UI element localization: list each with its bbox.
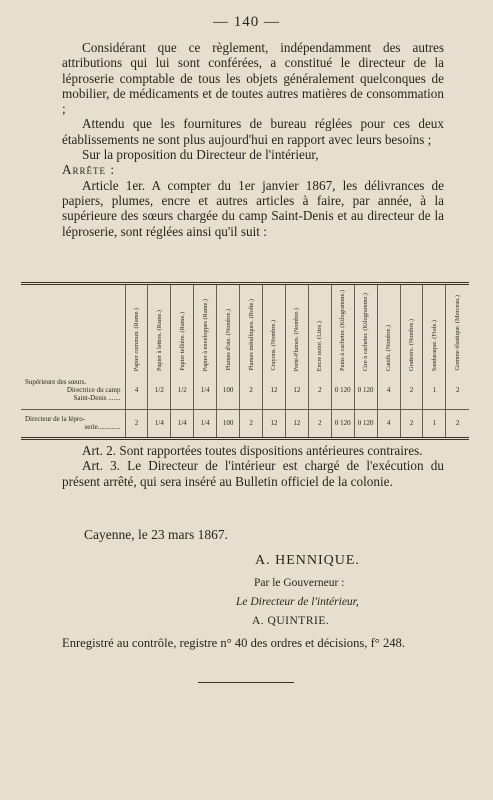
table-cell: 0 120 [354,371,377,409]
table-cell: 100 [217,409,240,437]
table-cell: 4 [377,409,400,437]
column-header: Gomme élastique. (Morceau.) [446,285,469,371]
table-cell: 1/4 [194,371,217,409]
column-header: Papier à enveloppes (Rame.) [194,285,217,371]
par-le-gouverneur: Par le Gouverneur : [254,577,345,589]
table-cell: 2 [125,409,148,437]
row-label: Supérieure des sœurs. Directrice du camp Saint-Denis ....... [21,371,125,409]
article-3: Art. 3. Le Directeur de l'intérieur est chargé de l'exécution du présent arrêté, qui sera inséré au Bulletin officiel de la colonie. [62,458,444,489]
table-row [21,409,469,437]
attendu-paragraph: Attendu que les fournitures de bureau réglées pour ces deux établissements ne sont plus aujourd'hui en rapport avec leurs besoins ; [62,116,444,147]
table-cell: 2 [240,371,263,409]
article-1: Article 1er. A compter du 1er janvier 1867, les délivrances de papiers, plumes, encre et autres articles à faire, par année, à la supérieure des sœurs chargée du camp Saint-Denis et au directeur de la léproserie, sont réglées ainsi qu'il suit : [62,177,444,239]
table-cell: 12 [285,371,308,409]
column-header: Cire à cacheter. (Kilogramme.) [354,285,377,371]
column-header: Plumes métalliques. (Boîte.) [240,285,263,371]
registration-note: Enregistré au contrôle, registre n° 40 des ordres et décisions, f° 248. [62,636,406,650]
table-cell: 100 [217,371,240,409]
column-header: Papier à lettres. (Rame.) [148,285,171,371]
table-cell: 1/4 [194,409,217,437]
table-cell: 2 [446,409,469,437]
table-cell: 0 120 [331,409,354,437]
column-header: Papier commun. (Rame.) [125,285,148,371]
table-cell: 0 120 [331,371,354,409]
table-cell: 2 [308,371,331,409]
table-cell: 1/2 [171,371,194,409]
table-cell: 12 [263,409,286,437]
column-header: Canifs. (Nombre.) [377,285,400,371]
column-header: Plumes d'oie. (Nombre.) [217,285,240,371]
closing-articles [62,443,444,489]
table-cell: 4 [125,371,148,409]
table-header-row [21,285,469,371]
table-cell: 12 [285,409,308,437]
considerant-paragraph: Considérant que ce règlement, indépendamment des autres attributions qui lui sont conférées, a constitué le directeur de la léproserie comptable de tous les objets généralement quelconques de mobilier, de médicaments et de toutes autres matières de consommation ; [62,40,444,117]
preamble [62,40,444,239]
column-header: Sandaraque. (Fiole.) [423,285,446,371]
page-number: — 140 — [213,14,280,30]
governor-signature: A. HENNIQUE. [255,553,360,568]
table-cell: 2 [400,371,423,409]
table-cell: 1 [423,371,446,409]
column-header: Crayons. (Nombre.) [263,285,286,371]
column-header: Encre noire. (Litre.) [308,285,331,371]
countersignature: A. QUINTRIE. [252,615,330,627]
table-cell: 2 [400,409,423,437]
table-cell: 2 [240,409,263,437]
table-cell: 2 [446,371,469,409]
table-cell: 1/4 [148,409,171,437]
table-row [21,371,469,409]
arrete-heading: Arrête : [62,162,115,178]
closing-rule [198,682,294,683]
table-cell: 1 [423,409,446,437]
proposition-paragraph: Sur la proposition du Directeur de l'intérieur, [82,147,319,163]
table-corner [21,285,125,371]
directeur-title: Le Directeur de l'intérieur, [236,596,359,608]
date-line: Cayenne, le 23 mars 1867. [84,527,228,542]
column-header: Papier tellière. (Rame.) [171,285,194,371]
column-header: Grattoirs. (Nombre.) [400,285,423,371]
table-cell: 1/2 [148,371,171,409]
row-label: Directeur de la lépro- serie............. [25,415,121,432]
table-cell: 2 [308,409,331,437]
column-header: Pains à cacheter. (Kilogramme.) [331,285,354,371]
article-2: Art. 2. Sont rapportées toutes dispositions antérieures contraires. [82,443,423,458]
column-header: Porte-Plumes. (Nombre.) [285,285,308,371]
table-cell: 12 [263,371,286,409]
supplies-table [21,282,469,440]
table-cell: 0 120 [354,409,377,437]
table-cell: 4 [377,371,400,409]
table-cell: 1/4 [171,409,194,437]
